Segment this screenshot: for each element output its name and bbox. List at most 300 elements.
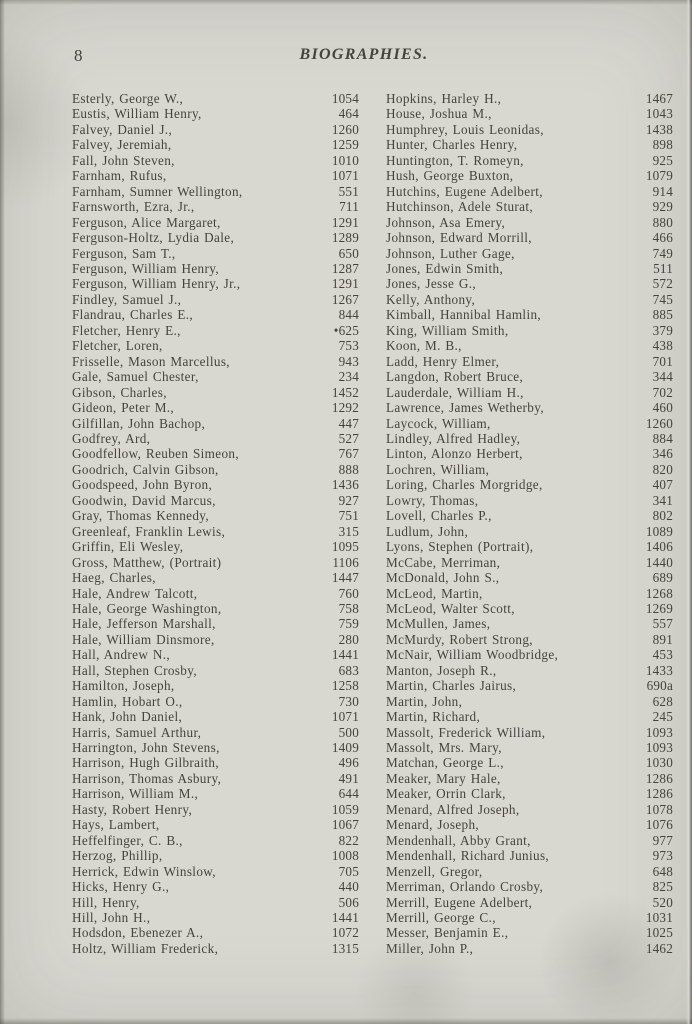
- index-entry: [386, 647, 673, 662]
- index-entry: [72, 215, 359, 230]
- index-entry: [386, 369, 673, 384]
- index-entry: [72, 678, 359, 693]
- entry-name: McDonald, John S.,: [386, 570, 500, 586]
- entry-name: Hale, George Washington,: [72, 600, 222, 616]
- entry-name: Gray, Thomas Kennedy,: [72, 508, 210, 524]
- index-entry: [386, 431, 673, 446]
- index-entry: [386, 106, 673, 121]
- entry-page-number: 925: [652, 152, 673, 168]
- entry-name: Hale, Jefferson Marshall,: [72, 616, 216, 632]
- index-entry: [386, 276, 673, 291]
- entry-page-number: 1315: [331, 940, 359, 956]
- index-entry: [72, 292, 359, 307]
- index-entry: [386, 477, 673, 492]
- entry-name: Hale, Andrew Talcott,: [72, 585, 198, 601]
- index-entry: [386, 493, 673, 508]
- entry-page-number: 447: [338, 415, 359, 431]
- index-entry: [72, 833, 359, 848]
- entry-page-number: 464: [338, 106, 359, 122]
- entry-page-number: 491: [338, 770, 359, 786]
- entry-page-number: 1440: [645, 554, 673, 570]
- entry-name: Fall, John Steven,: [72, 152, 175, 168]
- index-entry: [72, 663, 359, 678]
- entry-page-number: 511: [653, 260, 673, 276]
- index-entry: [386, 184, 673, 199]
- entry-page-number: 1436: [331, 477, 359, 493]
- entry-page-number: 315: [338, 523, 359, 539]
- entry-name: Godfrey, Ard,: [72, 430, 151, 446]
- entry-name: Menard, Joseph,: [386, 817, 480, 833]
- entry-name: Mendenhall, Richard Junius,: [386, 848, 550, 864]
- entry-page-number: 767: [338, 446, 359, 462]
- entry-name: Gilfillan, John Bachop,: [72, 415, 206, 431]
- index-entry: [72, 786, 359, 801]
- entry-page-number: 1095: [331, 539, 359, 555]
- index-entry: [386, 725, 673, 740]
- index-entry: [386, 261, 673, 276]
- entry-page-number: 1054: [331, 91, 359, 106]
- entry-name: Haeg, Charles,: [72, 570, 156, 586]
- entry-name: Greenleaf, Franklin Lewis,: [72, 523, 226, 539]
- index-entry: [72, 864, 359, 879]
- index-entry: [386, 246, 673, 261]
- entry-page-number: 701: [652, 353, 673, 369]
- entry-page-number: 1433: [645, 662, 673, 678]
- entry-page-number: 379: [652, 322, 673, 338]
- index-entry: [72, 895, 359, 910]
- entry-page-number: 1025: [645, 925, 673, 941]
- entry-name: Hodsdon, Ebenezer A.,: [72, 925, 204, 941]
- entry-page-number: 1438: [645, 121, 673, 137]
- entry-name: Ladd, Henry Elmer,: [386, 353, 500, 369]
- index-entry: [72, 771, 359, 786]
- entry-name: Farnham, Sumner Wellington,: [72, 183, 243, 199]
- entry-page-number: 440: [338, 879, 359, 895]
- entry-name: Fletcher, Loren,: [72, 338, 163, 354]
- index-entry: [386, 153, 673, 168]
- index-entry: [72, 323, 359, 338]
- index-entry: [72, 493, 359, 508]
- entry-page-number: 1106: [332, 554, 359, 570]
- page-title: BIOGRAPHIES.: [299, 46, 429, 63]
- entry-page-number: 1267: [331, 291, 359, 307]
- entry-page-number: 820: [652, 461, 673, 477]
- entry-page-number: 1447: [331, 570, 359, 586]
- entry-name: Hill, John H.,: [72, 910, 151, 926]
- entry-page-number: 1292: [331, 400, 359, 416]
- index-entry: [72, 230, 359, 245]
- entry-page-number: 880: [652, 214, 673, 230]
- index-entry: [386, 416, 673, 431]
- entry-name: Hunter, Charles Henry,: [386, 137, 518, 153]
- index-entry: [386, 570, 673, 585]
- entry-name: McCabe, Merriman,: [386, 554, 501, 570]
- entry-page-number: 822: [338, 832, 359, 848]
- index-entry: [72, 276, 359, 291]
- entry-page-number: 1059: [331, 801, 359, 817]
- entry-page-number: 1008: [331, 848, 359, 864]
- index-entry: [386, 864, 673, 879]
- index-entry: [386, 307, 673, 322]
- index-entry: [72, 261, 359, 276]
- index-entry: [386, 848, 673, 863]
- index-entry: [72, 416, 359, 431]
- index-entry: [72, 462, 359, 477]
- index-entry: [386, 385, 673, 400]
- entry-name: Massolt, Mrs. Mary,: [386, 740, 502, 756]
- entry-name: Meaker, Orrin Clark,: [386, 786, 506, 802]
- entry-page-number: 650: [338, 245, 359, 261]
- entry-page-number: 885: [652, 307, 673, 323]
- entry-page-number: 888: [338, 461, 359, 477]
- entry-page-number: 1072: [331, 925, 359, 941]
- index-entry: [386, 338, 673, 353]
- entry-page-number: 760: [338, 585, 359, 601]
- entry-page-number: 628: [652, 693, 673, 709]
- index-entry: [72, 137, 359, 152]
- index-entry: [386, 786, 673, 801]
- index-entry: [386, 354, 673, 369]
- index-entry: [386, 879, 673, 894]
- index-column-right: [386, 91, 673, 956]
- index-entry: [386, 215, 673, 230]
- entry-page-number: 1093: [645, 740, 673, 756]
- entry-page-number: 648: [652, 863, 673, 879]
- index-entry: [72, 91, 359, 106]
- index-entry: [72, 601, 359, 616]
- entry-page-number: 891: [652, 631, 673, 647]
- entry-name: Martin, John,: [386, 693, 463, 709]
- entry-name: Ferguson, William Henry, Jr.,: [72, 276, 241, 292]
- entry-name: Mendenhall, Abby Grant,: [386, 832, 531, 848]
- index-entry: [72, 740, 359, 755]
- entry-name: Manton, Joseph R.,: [386, 662, 497, 678]
- entry-page-number: 520: [652, 894, 673, 910]
- entry-page-number: 1269: [645, 600, 673, 616]
- entry-page-number: 407: [652, 477, 673, 493]
- entry-page-number: 506: [338, 894, 359, 910]
- entry-name: Lindley, Alfred Hadley,: [386, 430, 521, 446]
- index-entry: [72, 848, 359, 863]
- entry-name: Goodrich, Calvin Gibson,: [72, 461, 219, 477]
- entry-page-number: 927: [338, 492, 359, 508]
- entry-name: Findley, Samuel J.,: [72, 291, 182, 307]
- index-entry: [72, 199, 359, 214]
- entry-page-number: 1406: [645, 539, 673, 555]
- entry-name: Hutchinson, Adele Sturat,: [386, 199, 534, 215]
- entry-page-number: 1089: [645, 523, 673, 539]
- entry-name: Messer, Benjamin E.,: [386, 925, 509, 941]
- entry-name: Linton, Alonzo Herbert,: [386, 446, 523, 462]
- entry-name: Gideon, Peter M.,: [72, 400, 175, 416]
- index-entry: [386, 539, 673, 554]
- entry-name: House, Joshua M.,: [386, 106, 492, 122]
- entry-name: Massolt, Frederick William,: [386, 724, 546, 740]
- index-entry: [386, 323, 673, 338]
- index-entry: [72, 431, 359, 446]
- entry-name: Ferguson, Alice Margaret,: [72, 214, 221, 230]
- entry-name: Meaker, Mary Hale,: [386, 770, 501, 786]
- entry-name: Hamilton, Joseph,: [72, 678, 175, 694]
- entry-page-number: 973: [652, 848, 673, 864]
- index-entry: [386, 122, 673, 137]
- entry-name: Esterly, George W.,: [72, 91, 184, 106]
- entry-page-number: 1030: [645, 755, 673, 771]
- entry-page-number: 943: [338, 353, 359, 369]
- entry-name: Hopkins, Harley H.,: [386, 91, 502, 106]
- index-entry: [72, 555, 359, 570]
- entry-name: Gibson, Charles,: [72, 384, 167, 400]
- index-entry: [72, 925, 359, 940]
- index-entry: [72, 879, 359, 894]
- entry-name: Gale, Samuel Chester,: [72, 369, 199, 385]
- entry-name: Farnham, Rufus,: [72, 168, 167, 184]
- entry-page-number: 689: [652, 570, 673, 586]
- entry-page-number: 759: [338, 616, 359, 632]
- entry-name: Goodwin, David Marcus,: [72, 492, 216, 508]
- entry-name: Miller, John P.,: [386, 940, 474, 956]
- entry-page-number: 1409: [331, 740, 359, 756]
- entry-page-number: 1071: [331, 709, 359, 725]
- index-entry: [72, 709, 359, 724]
- entry-name: Fletcher, Henry E.,: [72, 322, 181, 338]
- entry-name: Ferguson-Holtz, Lydia Dale,: [72, 230, 235, 246]
- index-entry: [72, 817, 359, 832]
- index-entry: [386, 168, 673, 183]
- entry-name: Jones, Jesse G.,: [386, 276, 477, 292]
- entry-page-number: 1291: [331, 214, 359, 230]
- entry-name: Herzog, Phillip,: [72, 848, 163, 864]
- entry-page-number: 914: [652, 183, 673, 199]
- entry-page-number: 460: [652, 400, 673, 416]
- entry-name: Holtz, William Frederick,: [72, 940, 219, 956]
- entry-name: Langdon, Robert Bruce,: [386, 369, 524, 385]
- entry-page-number: 758: [338, 600, 359, 616]
- entry-page-number: 1260: [331, 121, 359, 137]
- entry-name: Hicks, Henry G.,: [72, 879, 170, 895]
- index-column-left: [72, 91, 359, 956]
- entry-page-number: 1067: [331, 817, 359, 833]
- index-entry: [386, 709, 673, 724]
- entry-name: Ferguson, William Henry,: [72, 260, 219, 276]
- index-entry: [72, 725, 359, 740]
- entry-name: Harrison, Thomas Asbury,: [72, 770, 222, 786]
- entry-page-number: 749: [652, 245, 673, 261]
- entry-page-number: 438: [652, 338, 673, 354]
- entry-name: Heffelfinger, C. B.,: [72, 832, 183, 848]
- entry-name: Hush, George Buxton,: [386, 168, 514, 184]
- index-entry: [386, 446, 673, 461]
- entry-page-number: 1286: [645, 770, 673, 786]
- entry-page-number: 344: [652, 369, 673, 385]
- index-entry: [72, 354, 359, 369]
- index-entry: [72, 307, 359, 322]
- index-entry: [72, 184, 359, 199]
- index-entry: [72, 524, 359, 539]
- index-entry: [386, 678, 673, 693]
- entry-page-number: 1268: [645, 585, 673, 601]
- entry-name: Herrick, Edwin Winslow,: [72, 863, 216, 879]
- entry-name: Lochren, William,: [386, 461, 490, 477]
- index-entry: [386, 555, 673, 570]
- index-entry: [72, 647, 359, 662]
- page-number: 8: [74, 46, 83, 65]
- index-entry: [72, 508, 359, 523]
- entry-name: Merrill, George C.,: [386, 910, 496, 926]
- entry-name: Lowry, Thomas,: [386, 492, 479, 508]
- entry-page-number: 453: [652, 647, 673, 663]
- index-entry: [386, 895, 673, 910]
- index-entry: [386, 632, 673, 647]
- entry-name: Eustis, William Henry,: [72, 106, 202, 122]
- entry-name: Hall, Stephen Crosby,: [72, 662, 197, 678]
- index-entry: [72, 570, 359, 585]
- entry-name: Goodfellow, Reuben Simeon,: [72, 446, 240, 462]
- entry-page-number: 977: [652, 832, 673, 848]
- entry-name: Hank, John Daniel,: [72, 709, 183, 725]
- entry-name: Menzell, Gregor,: [386, 863, 483, 879]
- entry-page-number: 496: [338, 755, 359, 771]
- entry-name: Harris, Samuel Arthur,: [72, 724, 202, 740]
- entry-name: Harrington, John Stevens,: [72, 740, 220, 756]
- entry-page-number: 644: [338, 786, 359, 802]
- entry-name: Huntington, T. Romeyn,: [386, 152, 524, 168]
- entry-name: Humphrey, Louis Leonidas,: [386, 121, 544, 137]
- entry-page-number: 1452: [331, 384, 359, 400]
- entry-name: Hutchins, Eugene Adelbert,: [386, 183, 543, 199]
- entry-name: Menard, Alfred Joseph,: [386, 801, 520, 817]
- entry-page-number: 1079: [645, 168, 673, 184]
- index-entry: [386, 740, 673, 755]
- entry-page-number: 557: [652, 616, 673, 632]
- entry-page-number: 1071: [331, 168, 359, 184]
- entry-name: Hamlin, Hobart O.,: [72, 693, 183, 709]
- index-entry: [72, 369, 359, 384]
- entry-name: Merrill, Eugene Adelbert,: [386, 894, 533, 910]
- index-entry: [72, 168, 359, 183]
- entry-page-number: 1260: [645, 415, 673, 431]
- index-entry: [72, 106, 359, 121]
- entry-name: Ludlum, John,: [386, 523, 469, 539]
- index-entry: [386, 817, 673, 832]
- entry-name: Falvey, Jeremiah,: [72, 137, 172, 153]
- entry-page-number: •625: [333, 322, 359, 338]
- entry-name: Lauderdale, William H.,: [386, 384, 524, 400]
- index-entry: [386, 616, 673, 631]
- entry-page-number: 711: [339, 199, 359, 215]
- entry-page-number: 500: [338, 724, 359, 740]
- index-entry: [386, 694, 673, 709]
- index-entry: [386, 601, 673, 616]
- entry-name: Farnsworth, Ezra, Jr.,: [72, 199, 195, 215]
- index-entry: [386, 508, 673, 523]
- entry-name: Lovell, Charles P.,: [386, 508, 492, 524]
- index-entry: [72, 122, 359, 137]
- entry-page-number: 683: [338, 662, 359, 678]
- entry-name: Harrison, William M.,: [72, 786, 199, 802]
- entry-name: Gross, Matthew, (Portrait): [72, 554, 222, 570]
- entry-name: Lyons, Stephen (Portrait),: [386, 539, 534, 555]
- entry-page-number: 280: [338, 631, 359, 647]
- entry-page-number: 753: [338, 338, 359, 354]
- entry-name: McMullen, James,: [386, 616, 491, 632]
- index-entry: [386, 941, 673, 956]
- index-entry: [386, 755, 673, 770]
- index-entry: [386, 771, 673, 786]
- entry-page-number: 1093: [645, 724, 673, 740]
- entry-name: Frisselle, Mason Marcellus,: [72, 353, 230, 369]
- entry-page-number: 898: [652, 137, 673, 153]
- index-entry: [386, 663, 673, 678]
- index-columns: [72, 91, 673, 956]
- entry-name: Hasty, Robert Henry,: [72, 801, 193, 817]
- index-entry: [72, 694, 359, 709]
- entry-page-number: 234: [338, 369, 359, 385]
- entry-page-number: 466: [652, 230, 673, 246]
- entry-page-number: 690a: [646, 678, 673, 694]
- index-entry: [386, 586, 673, 601]
- entry-page-number: 1287: [331, 260, 359, 276]
- index-entry: [72, 802, 359, 817]
- entry-name: King, William Smith,: [386, 322, 509, 338]
- entry-page-number: 572: [652, 276, 673, 292]
- entry-page-number: 1441: [331, 910, 359, 926]
- entry-page-number: 730: [338, 693, 359, 709]
- entry-name: Goodspeed, John Byron,: [72, 477, 213, 493]
- entry-name: McLeod, Martin,: [386, 585, 483, 601]
- entry-page-number: 705: [338, 863, 359, 879]
- index-entry: [72, 446, 359, 461]
- entry-page-number: 1441: [331, 647, 359, 663]
- entry-page-number: 1291: [331, 276, 359, 292]
- index-entry: [72, 246, 359, 261]
- entry-page-number: 1076: [645, 817, 673, 833]
- entry-page-number: 527: [338, 430, 359, 446]
- entry-page-number: 245: [652, 709, 673, 725]
- entry-name: Merriman, Orlando Crosby,: [386, 879, 544, 895]
- index-entry: [386, 524, 673, 539]
- entry-name: Loring, Charles Morgridge,: [386, 477, 543, 493]
- entry-page-number: 1043: [645, 106, 673, 122]
- entry-page-number: 1289: [331, 230, 359, 246]
- entry-page-number: 1462: [645, 940, 673, 956]
- index-entry: [72, 338, 359, 353]
- entry-page-number: 825: [652, 879, 673, 895]
- entry-name: Hall, Andrew N.,: [72, 647, 171, 663]
- index-entry: [386, 292, 673, 307]
- entry-name: Griffin, Eli Wesley,: [72, 539, 184, 555]
- entry-page-number: 929: [652, 199, 673, 215]
- entry-name: Jones, Edwin Smith,: [386, 260, 504, 276]
- entry-name: Laycock, William,: [386, 415, 491, 431]
- entry-name: Martin, Richard,: [386, 709, 481, 725]
- index-entry: [72, 755, 359, 770]
- entry-name: McNair, William Woodbridge,: [386, 647, 559, 663]
- index-entry: [72, 477, 359, 492]
- index-entry: [72, 400, 359, 415]
- entry-name: Matchan, George L.,: [386, 755, 504, 771]
- index-entry: [72, 616, 359, 631]
- index-entry: [386, 802, 673, 817]
- entry-name: Lawrence, James Wetherby,: [386, 400, 544, 416]
- entry-name: Johnson, Asa Emery,: [386, 214, 506, 230]
- entry-name: Flandrau, Charles E.,: [72, 307, 194, 323]
- entry-name: Kelly, Anthony,: [386, 291, 476, 307]
- index-entry: [72, 910, 359, 925]
- index-entry: [386, 230, 673, 245]
- entry-page-number: 1258: [331, 678, 359, 694]
- entry-name: Harrison, Hugh Gilbraith,: [72, 755, 219, 771]
